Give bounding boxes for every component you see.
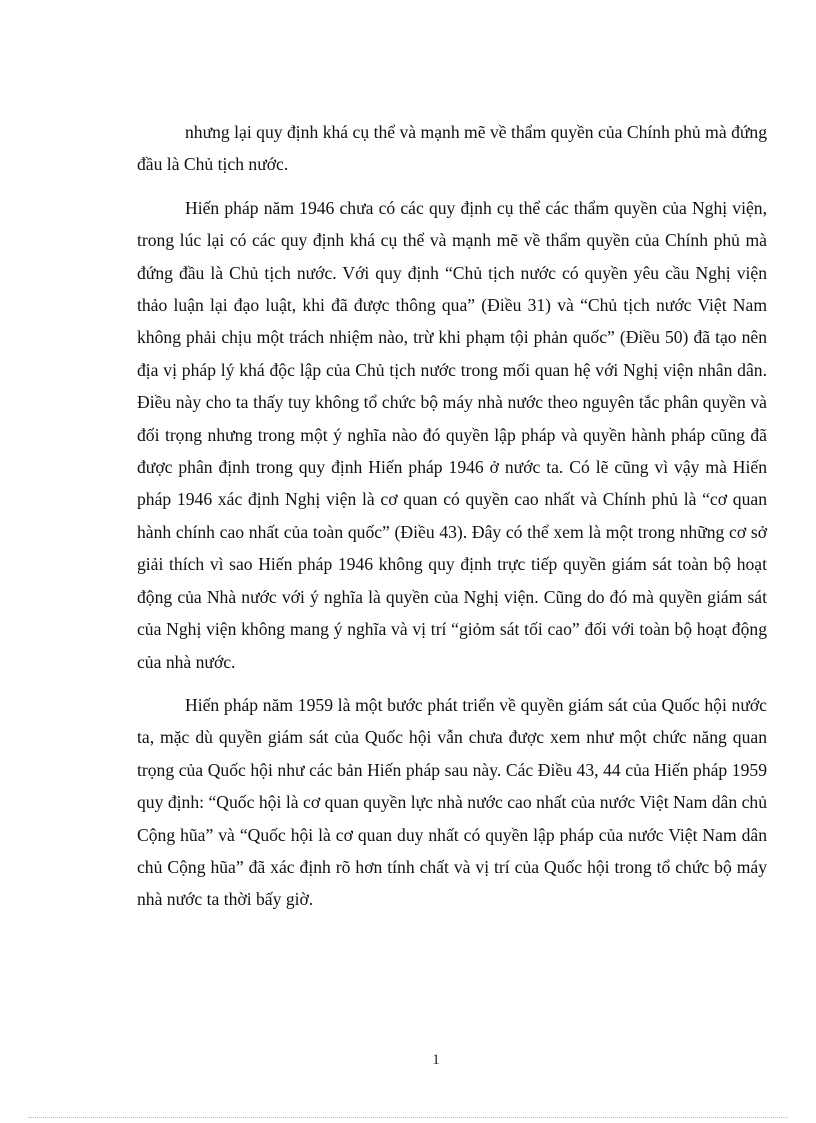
paragraph-2: Hiến pháp năm 1946 chưa có các quy định cụ thể các thẩm quyền của Nghị viện, trong lúc lại có các quy định khá cụ thể và mạnh mẽ về thẩm quyền của Chính phủ mà đứng đầu là Chủ tịch nước. Với quy định “Chủ tịch nước có quyền yêu cầu Nghị viện thảo luận lại đạo luật, khi đã được thông qua” (Điều 31) và “Chủ tịch nước Việt Nam không phải chịu một trách nhiệm nào, trừ khi phạm tội phản quốc” (Điều 50) đã tạo nên địa vị pháp lý khá độc lập của Chủ tịch nước trong mối quan hệ với Nghị viện nhân dân. Điều này cho ta thấy tuy không tổ chức bộ máy nhà nước theo nguyên tắc phân quyền và đối trọng nhưng trong một ý nghĩa nào đó quyền lập pháp và quyền hành pháp cũng đã được phân định trong quy định Hiến pháp 1946 ở nước ta. Có lẽ cũng vì vậy mà Hiến pháp 1946 xác định Nghị viện là cơ quan có quyền cao nhất và Chính phủ là “cơ quan hành chính cao nhất của toàn quốc” (Điều 43). Đây có thể xem là một trong những cơ sở giải thích vì sao Hiến pháp 1946 không quy định trực tiếp quyền giám sát toàn bộ hoạt động của Nhà nước với ý nghĩa là quyền của Nghị viện. Cũng do đó mà quyền giám sát của Nghị viện không mang ý nghĩa và vị trí “giỏm sát tối cao” đối với toàn bộ hoạt động của nhà nước. <box>137 197 767 672</box>
paragraph-3: Hiến pháp năm 1959 là một bước phát triển về quyền giám sát của Quốc hội nước ta, mặc dù quyền giám sát của Quốc hội vẫn chưa được xem như một chức năng quan trọng của Quốc hội như các bản Hiến pháp sau này. Các Điều 43, 44 của Hiến pháp 1959 quy định: “Quốc hội là cơ quan quyền lực nhà nước cao nhất của nước Việt Nam dân chủ Cộng hũa” và “Quốc hội là cơ quan duy nhất có quyền lập pháp của nước Việt Nam dân chủ Cộng hũa” đã xác định rõ hơn tính chất và vị trí của Quốc hội trong tổ chức bộ máy nhà nước ta thời bấy giờ. <box>137 694 767 910</box>
page-number: 1 <box>432 1052 440 1068</box>
document-body <box>137 116 767 927</box>
paragraph-1: nhưng lại quy định khá cụ thể và mạnh mẽ về thẩm quyền của Chính phủ mà đứng đầu là Chủ tịch nước. <box>137 122 767 175</box>
page-bottom-divider <box>28 1117 788 1118</box>
